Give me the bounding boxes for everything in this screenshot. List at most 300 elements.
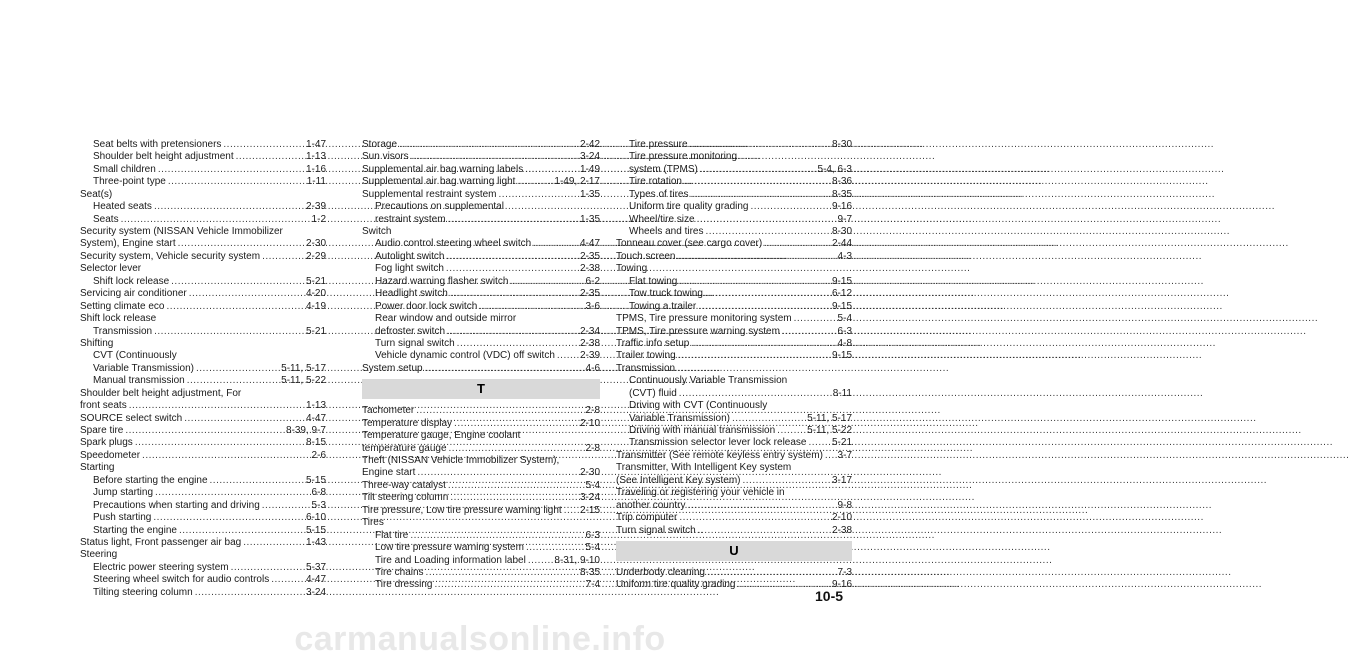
index-entry — [80, 313, 326, 325]
index-entry — [80, 475, 326, 487]
entry-text: Manual transmission — [93, 375, 185, 387]
index-entry — [616, 462, 852, 474]
entry-page: 6-2 — [585, 275, 600, 287]
index-entry — [362, 139, 600, 151]
entry-page: 5-21 — [305, 325, 326, 337]
index-entry — [80, 288, 326, 300]
entry-page: 2-6 — [311, 449, 326, 461]
dot-leader — [450, 492, 578, 504]
index-entry — [80, 226, 326, 238]
entry-page: 5-15 — [305, 524, 326, 536]
entry-text: Tachometer — [362, 405, 415, 417]
entry-text: Setting climate eco — [80, 300, 165, 312]
entry-page: 9-8 — [837, 499, 852, 511]
entry-text: (CVT) fluid — [629, 387, 677, 399]
entry-page: 9-16 — [831, 579, 852, 591]
entry-page: 4-8 — [837, 337, 852, 349]
entry-text: Driving with CVT (Continuously — [629, 400, 768, 412]
entry-page: 2-39 — [579, 350, 600, 362]
entry-text: Steering wheel switch for audio controls — [93, 574, 270, 586]
index-entry — [616, 189, 852, 201]
entry-text: Spark plugs — [80, 437, 133, 449]
entry-text: Seats — [93, 213, 119, 225]
entry-text: Tilting steering column — [93, 586, 193, 598]
entry-page: 9-15 — [831, 350, 852, 362]
dot-leader — [446, 263, 578, 275]
dot-leader — [425, 363, 584, 375]
index-entry — [616, 226, 852, 238]
index-entry — [616, 301, 852, 313]
index-entry — [616, 487, 852, 499]
entry-page: 4-6 — [585, 362, 600, 374]
entry-page: 1-35 — [579, 188, 600, 200]
entry-page: 1-47 — [305, 138, 326, 150]
index-entry — [616, 288, 852, 300]
entry-text: Starting — [80, 462, 115, 474]
entry-page: 1-43 — [305, 536, 326, 548]
entry-page: 8-11 — [832, 387, 852, 399]
entry-text: Transmission — [616, 362, 676, 374]
entry-page: 2-29 — [305, 250, 326, 262]
dot-leader — [448, 480, 584, 492]
entry-page: 3-17 — [831, 474, 852, 486]
entry-text: Shifting — [80, 337, 114, 349]
dot-leader — [210, 475, 304, 487]
dot-leader — [187, 375, 279, 387]
entry-text: Tire dressing — [375, 579, 433, 591]
entry-text: Rear window and outside mirror — [375, 313, 517, 325]
entry-text: Uniform tire quality grading — [629, 201, 749, 213]
entry-page: 2-39 — [305, 201, 326, 213]
index-entry — [80, 574, 326, 586]
entry-text: Before starting the engine — [93, 474, 208, 486]
index-entry — [616, 475, 852, 487]
dot-leader — [426, 567, 578, 579]
dot-leader — [690, 189, 830, 201]
index-entry — [616, 176, 852, 188]
entry-text: Precautions on supplemental — [375, 201, 504, 213]
dot-leader — [449, 443, 584, 455]
entry-text: Temperature gauge, Engine coolant — [362, 430, 521, 442]
dot-leader — [525, 164, 578, 176]
index-entry — [362, 505, 600, 517]
index-entry — [362, 201, 600, 213]
entry-text: Turn signal switch — [375, 337, 455, 349]
dot-leader — [447, 326, 578, 338]
entry-page: 2-38 — [831, 524, 852, 536]
index-entry — [362, 555, 600, 567]
dot-leader — [171, 276, 304, 288]
entry-text: Tire chains — [375, 566, 424, 578]
entry-page: 5-21 — [305, 275, 326, 287]
index-entry — [362, 326, 600, 338]
index-entry — [80, 276, 326, 288]
entry-text: temperature gauge — [362, 442, 447, 454]
dot-leader — [167, 301, 304, 313]
dot-leader — [135, 437, 304, 449]
dot-leader — [154, 201, 304, 213]
index-entry — [362, 301, 600, 313]
entry-text: Starting the engine — [93, 524, 177, 536]
dot-leader — [417, 467, 578, 479]
dot-leader — [690, 139, 830, 151]
index-entry — [80, 176, 326, 188]
entry-page: 2-34 — [579, 325, 600, 337]
entry-text: Shift lock release — [80, 313, 157, 325]
entry-page: 1-11 — [306, 176, 326, 188]
dot-leader — [698, 525, 830, 537]
entry-text: Tire pressure monitoring — [629, 151, 738, 163]
index-entry — [362, 405, 600, 417]
entry-text: Jump starting — [93, 487, 154, 499]
entry-page: 8-30 — [831, 138, 852, 150]
entry-text: Shoulder belt height adjustment, For — [80, 387, 242, 399]
index-entry — [362, 443, 600, 455]
entry-text: Power door lock switch — [375, 300, 478, 312]
index-entry — [362, 530, 600, 542]
dot-leader — [688, 500, 836, 512]
entry-page: 5-3 — [311, 499, 326, 511]
index-entry — [616, 567, 852, 579]
entry-text: Temperature display — [362, 417, 453, 429]
dot-leader — [691, 338, 835, 350]
entry-text: TPMS, Tire pressure monitoring system — [616, 313, 792, 325]
entry-page: 2-30 — [579, 467, 600, 479]
entry-page: 3-24 — [579, 151, 600, 163]
entry-text: Servicing air conditioner — [80, 288, 187, 300]
entry-text: Variable Transmission) — [93, 362, 194, 374]
entry-text: Seat belts with pretensioners — [93, 138, 222, 150]
dot-leader — [679, 388, 831, 400]
index-entry — [80, 301, 326, 313]
index-entry — [362, 313, 600, 325]
index-entry — [362, 567, 600, 579]
index-entry — [616, 276, 852, 288]
entry-page: 2-30 — [305, 238, 326, 250]
entry-page: 1-35 — [579, 213, 600, 225]
entry-text: another country — [616, 499, 686, 511]
entry-text: (See Intelligent Key system) — [616, 474, 741, 486]
entry-text: Three-point type — [93, 176, 166, 188]
section-letter-u: U — [616, 541, 852, 561]
entry-text: Speedometer — [80, 449, 141, 461]
dot-leader — [499, 189, 578, 201]
index-entry — [616, 388, 852, 400]
index-entry — [616, 350, 852, 362]
dot-leader — [446, 251, 578, 263]
entry-text: Flat tire — [375, 529, 409, 541]
index-entry — [80, 239, 326, 251]
index-entry — [616, 326, 852, 338]
entry-text: Supplemental air bag warning labels — [362, 163, 524, 175]
dot-leader — [178, 238, 304, 250]
entry-text: Traffic info setup — [616, 337, 690, 349]
index-entry — [362, 276, 600, 288]
dot-leader — [698, 301, 830, 313]
entry-text: Continuously Variable Transmission — [629, 375, 788, 387]
entry-text: Supplemental restraint system — [362, 188, 497, 200]
entry-page: 1-49 — [579, 163, 600, 175]
entry-text: Tire pressure, Low tire pressure warning light — [362, 504, 562, 516]
dot-leader — [808, 437, 830, 449]
dot-leader — [700, 164, 816, 176]
entry-page: 5-4 — [837, 313, 852, 325]
entry-text: Transmitter (See remote keyless entry system) — [616, 449, 823, 461]
entry-text: Status light, Front passenger air bag — [80, 536, 242, 548]
entry-text: Driving with manual transmission — [629, 425, 776, 437]
entry-text: Turn signal switch — [616, 524, 696, 536]
index-entry — [80, 525, 326, 537]
index-entry — [362, 338, 600, 350]
index-entry — [362, 430, 600, 442]
dot-leader — [564, 505, 578, 517]
index-entry — [616, 338, 852, 350]
index-entry — [80, 350, 326, 362]
entry-text: Tires — [362, 517, 384, 529]
index-entry — [80, 363, 326, 375]
entry-page: 1-2 — [311, 213, 326, 225]
entry-page: 4-47 — [305, 574, 326, 586]
entry-page: 1-13 — [305, 400, 326, 412]
entry-text: Tire and Loading information label — [375, 554, 526, 566]
entry-page: 4-47 — [305, 412, 326, 424]
entry-text: Towing a trailer — [629, 300, 697, 312]
dot-leader — [533, 238, 578, 250]
index-entry — [362, 517, 600, 529]
entry-text: Shift lock release — [93, 275, 170, 287]
entry-page: 5-4 — [585, 479, 600, 491]
index-entry — [80, 438, 326, 450]
entry-text: Towing — [616, 263, 648, 275]
index-entry — [616, 263, 852, 275]
index-entry — [362, 263, 600, 275]
entry-text: Precautions when starting and driving — [93, 499, 260, 511]
entry-text: Autolight switch — [375, 250, 445, 262]
dot-leader — [677, 251, 835, 263]
index-entry — [616, 239, 852, 251]
entry-text: Trailer towing — [616, 350, 676, 362]
dot-leader — [777, 425, 805, 437]
index-entry — [616, 151, 852, 163]
index-entry — [80, 189, 326, 201]
entry-text: Selector lever — [80, 263, 142, 275]
entry-page: 8-35 — [831, 188, 852, 200]
entry-page: 9-16 — [831, 201, 852, 213]
entry-text: System setup — [362, 362, 423, 374]
index-entry — [80, 537, 326, 549]
dot-leader — [223, 139, 304, 151]
entry-text: Low tire pressure warning system — [375, 542, 524, 554]
dot-leader — [142, 450, 310, 462]
index-entry — [362, 492, 600, 504]
entry-page: 4-3 — [837, 250, 852, 262]
index-entry — [362, 214, 600, 226]
dot-leader — [179, 525, 304, 537]
index-entry — [80, 251, 326, 263]
index-entry — [362, 542, 600, 554]
index-entry — [616, 164, 852, 176]
dot-leader — [678, 350, 830, 362]
entry-text: CVT (Continuously — [93, 350, 177, 362]
entry-page: 3-24 — [305, 586, 326, 598]
dot-leader — [125, 425, 284, 437]
index-entry — [616, 251, 852, 263]
entry-page: 6-3 — [837, 325, 852, 337]
index-entry — [362, 350, 600, 362]
index-entry — [80, 263, 326, 275]
entry-text: Electric power steering system — [93, 561, 229, 573]
index-entry — [616, 201, 852, 213]
index-entry — [80, 500, 326, 512]
index-entry — [80, 151, 326, 163]
index-entry — [616, 363, 852, 375]
entry-page: 6-3 — [585, 529, 600, 541]
entry-page: 8-15 — [305, 437, 326, 449]
dot-leader — [416, 405, 583, 417]
index-entry — [362, 363, 600, 375]
entry-page: 2-35 — [579, 288, 600, 300]
index-entry — [80, 400, 326, 412]
entry-text: Storage — [362, 138, 398, 150]
page-number: 10-5 — [815, 588, 844, 604]
index-entry — [362, 164, 600, 176]
dot-leader — [679, 276, 830, 288]
entry-text: Uniform tire quality grading — [616, 579, 736, 591]
entry-text: Transmitter, With Intelligent Key system — [616, 462, 792, 474]
entry-page: 1-13 — [305, 151, 326, 163]
entry-text: Traveling or registering your vehicle in — [616, 487, 785, 499]
dot-leader — [129, 400, 304, 412]
entry-page: 3-7 — [837, 449, 852, 461]
entry-page: 6-12 — [831, 288, 852, 300]
entry-text: Shoulder belt height adjustment — [93, 151, 234, 163]
index-entry — [616, 500, 852, 512]
entry-text: Flat towing — [629, 275, 678, 287]
entry-text: Theft (NISSAN Vehicle Immobilizer System), — [362, 455, 560, 467]
entry-page: 2-8 — [585, 442, 600, 454]
dot-leader — [517, 176, 552, 188]
entry-text: Tilt steering column — [362, 492, 449, 504]
dot-leader — [764, 238, 830, 250]
entry-page: 7-3 — [837, 566, 852, 578]
entry-page: 9-15 — [831, 300, 852, 312]
index-entry — [362, 176, 600, 188]
entry-text: Seat(s) — [80, 188, 113, 200]
entry-text: Switch — [362, 226, 392, 238]
entry-page: 8-30 — [831, 226, 852, 238]
dot-leader — [195, 587, 304, 599]
entry-page: 5-11, 5-22 — [281, 375, 326, 387]
entry-page: 2-38 — [579, 337, 600, 349]
dot-leader — [751, 201, 830, 213]
entry-page: 2-35 — [579, 250, 600, 262]
entry-text: Security system, Vehicle security system — [80, 250, 261, 262]
index-entry — [616, 375, 852, 387]
entry-text: Push starting — [93, 512, 152, 524]
section-letter-t: T — [362, 379, 600, 399]
dot-leader — [121, 214, 310, 226]
watermark: carmanualsonline.info — [294, 620, 666, 658]
entry-text: Wheel/tire size — [629, 213, 695, 225]
index-entry — [80, 201, 326, 213]
index-entry — [80, 549, 326, 561]
dot-leader — [434, 579, 583, 591]
entry-page: 5-11, 5-17 — [281, 362, 326, 374]
entry-page: 8-31, 9-10 — [554, 554, 600, 566]
entry-text: Transmission — [93, 325, 153, 337]
entry-text: front seats — [80, 400, 127, 412]
index-entry — [616, 425, 852, 437]
entry-text: SOURCE select switch — [80, 412, 183, 424]
dot-leader — [732, 413, 805, 425]
index-entry — [616, 525, 852, 537]
entry-text: Tow truck towing — [629, 288, 703, 300]
dot-leader — [679, 512, 830, 524]
entry-text: Small children — [93, 163, 156, 175]
entry-page: 2-15 — [579, 504, 600, 516]
dot-leader — [479, 301, 583, 313]
entry-text: Vehicle dynamic control (VDC) off switch — [375, 350, 555, 362]
dot-leader — [510, 276, 583, 288]
index-entry — [616, 139, 852, 151]
dot-leader — [184, 413, 304, 425]
dot-leader — [705, 226, 830, 238]
dot-leader — [743, 475, 830, 487]
entry-page: 5-11, 5-17 — [807, 412, 852, 424]
entry-text: Types of tires — [629, 188, 689, 200]
dot-leader — [528, 555, 553, 567]
entry-page: 7-4 — [585, 579, 600, 591]
index-entry — [362, 480, 600, 492]
dot-leader — [158, 164, 304, 176]
index-entry — [80, 512, 326, 524]
index-entry — [80, 214, 326, 226]
index-entry — [616, 512, 852, 524]
index-entry — [80, 562, 326, 574]
dot-leader — [231, 562, 304, 574]
index-entry — [362, 468, 600, 480]
dot-leader — [684, 176, 830, 188]
entry-page: 8-36 — [831, 176, 852, 188]
entry-text: Sun visors — [362, 151, 409, 163]
index-entry — [362, 226, 600, 238]
entry-text: Touch screen — [616, 250, 676, 262]
entry-text: Fog light switch — [375, 263, 444, 275]
dot-leader — [557, 350, 578, 362]
entry-page: 5-11, 5-22 — [807, 425, 852, 437]
index-entry — [362, 418, 600, 430]
entry-text: Wheels and tires — [629, 226, 704, 238]
index-entry — [80, 450, 326, 462]
index-entry — [80, 164, 326, 176]
dot-leader — [399, 139, 578, 151]
dot-leader — [168, 176, 305, 188]
entry-text: Engine start — [362, 467, 416, 479]
index-entry — [80, 425, 326, 437]
entry-page: 5-4 — [585, 542, 600, 554]
dot-leader — [782, 326, 836, 338]
index-entry — [616, 450, 852, 462]
dot-leader — [448, 214, 578, 226]
index-entry — [80, 326, 326, 338]
entry-page: 3-6 — [585, 300, 600, 312]
index-column-1 — [80, 139, 326, 599]
index-entry — [616, 214, 852, 226]
index-entry — [80, 587, 326, 599]
dot-leader — [794, 313, 836, 325]
entry-text: Headlight switch — [375, 288, 448, 300]
entry-page: 1-49, 2-17 — [554, 176, 600, 188]
